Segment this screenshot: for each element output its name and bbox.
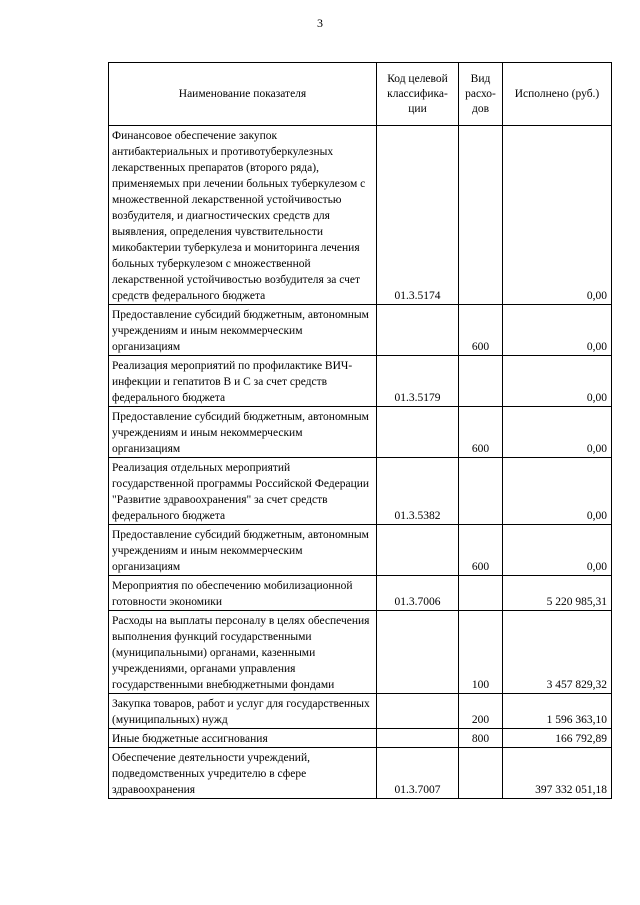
row-name: Предоставление субсидий бюджетным, автономным учреждениям и иным некоммерческим организациям	[109, 407, 377, 458]
row-kind	[459, 748, 503, 799]
table-row	[109, 576, 612, 611]
row-code: 01.3.5179	[377, 356, 459, 407]
row-name: Иные бюджетные ассигнования	[109, 729, 377, 748]
row-name: Финансовое обеспечение закупок антибактериальных и противотуберкулезных лекарственных препаратов (второго ряда), применяемых при лечении больных туберкулезом с множественной лекарственной устойчивостью возбудителя, и диагностических средств для выявления, определения чувствительности микобактерии туберкулеза и мониторинга лечения больных туберкулезом с множественной лекарственной устойчивостью возбудителя за счет средств федерального бюджета	[109, 126, 377, 305]
header-name: Наименование показателя	[109, 63, 377, 126]
row-kind	[459, 126, 503, 305]
row-amount: 0,00	[503, 525, 612, 576]
row-amount: 397 332 051,18	[503, 748, 612, 799]
table-row	[109, 126, 612, 305]
row-name: Предоставление субсидий бюджетным, автономным учреждениям и иным некоммерческим организациям	[109, 525, 377, 576]
row-name: Реализация мероприятий по профилактике ВИЧ-инфекции и гепатитов B и C за счет средств федерального бюджета	[109, 356, 377, 407]
header-kind: Вид расхо-дов	[459, 63, 503, 126]
row-kind: 100	[459, 611, 503, 694]
row-amount: 0,00	[503, 458, 612, 525]
row-code	[377, 611, 459, 694]
row-amount: 166 792,89	[503, 729, 612, 748]
row-kind: 600	[459, 305, 503, 356]
row-name: Обеспечение деятельности учреждений, подведомственных учредителю в сфере здравоохранения	[109, 748, 377, 799]
header-amount: Исполнено (руб.)	[503, 63, 612, 126]
row-amount: 0,00	[503, 407, 612, 458]
row-amount: 0,00	[503, 356, 612, 407]
row-kind: 200	[459, 694, 503, 729]
row-amount: 5 220 985,31	[503, 576, 612, 611]
row-code: 01.3.5174	[377, 126, 459, 305]
table-row	[109, 356, 612, 407]
row-code	[377, 407, 459, 458]
row-name: Реализация отдельных мероприятий государственной программы Российской Федерации "Развитие здравоохранения" за счет средств федерального бюджета	[109, 458, 377, 525]
table-row	[109, 748, 612, 799]
row-kind: 600	[459, 407, 503, 458]
table-row	[109, 525, 612, 576]
row-kind	[459, 576, 503, 611]
table-row	[109, 407, 612, 458]
table-row	[109, 305, 612, 356]
table-row	[109, 729, 612, 748]
row-amount: 3 457 829,32	[503, 611, 612, 694]
row-code: 01.3.7006	[377, 576, 459, 611]
row-name: Закупка товаров, работ и услуг для государственных (муниципальных) нужд	[109, 694, 377, 729]
row-code	[377, 694, 459, 729]
row-code: 01.3.5382	[377, 458, 459, 525]
row-code	[377, 525, 459, 576]
row-kind: 800	[459, 729, 503, 748]
table-header-row	[109, 63, 612, 126]
row-amount: 0,00	[503, 126, 612, 305]
row-code	[377, 305, 459, 356]
row-kind: 600	[459, 525, 503, 576]
page-number: 3	[317, 16, 323, 30]
row-name: Предоставление субсидий бюджетным, автономным учреждениям и иным некоммерческим организациям	[109, 305, 377, 356]
table-row	[109, 611, 612, 694]
row-code: 01.3.7007	[377, 748, 459, 799]
header-code: Код целевой классифика-ции	[377, 63, 459, 126]
table-row	[109, 458, 612, 525]
row-name: Расходы на выплаты персоналу в целях обеспечения выполнения функций государственными (муниципальными) органами, казенными учреждениями, органами управления государственными внебюджетными фондами	[109, 611, 377, 694]
table-row	[109, 694, 612, 729]
row-kind	[459, 458, 503, 525]
row-code	[377, 729, 459, 748]
row-amount: 0,00	[503, 305, 612, 356]
row-amount: 1 596 363,10	[503, 694, 612, 729]
row-kind	[459, 356, 503, 407]
row-name: Мероприятия по обеспечению мобилизационной готовности экономики	[109, 576, 377, 611]
expenditure-table	[108, 62, 612, 799]
